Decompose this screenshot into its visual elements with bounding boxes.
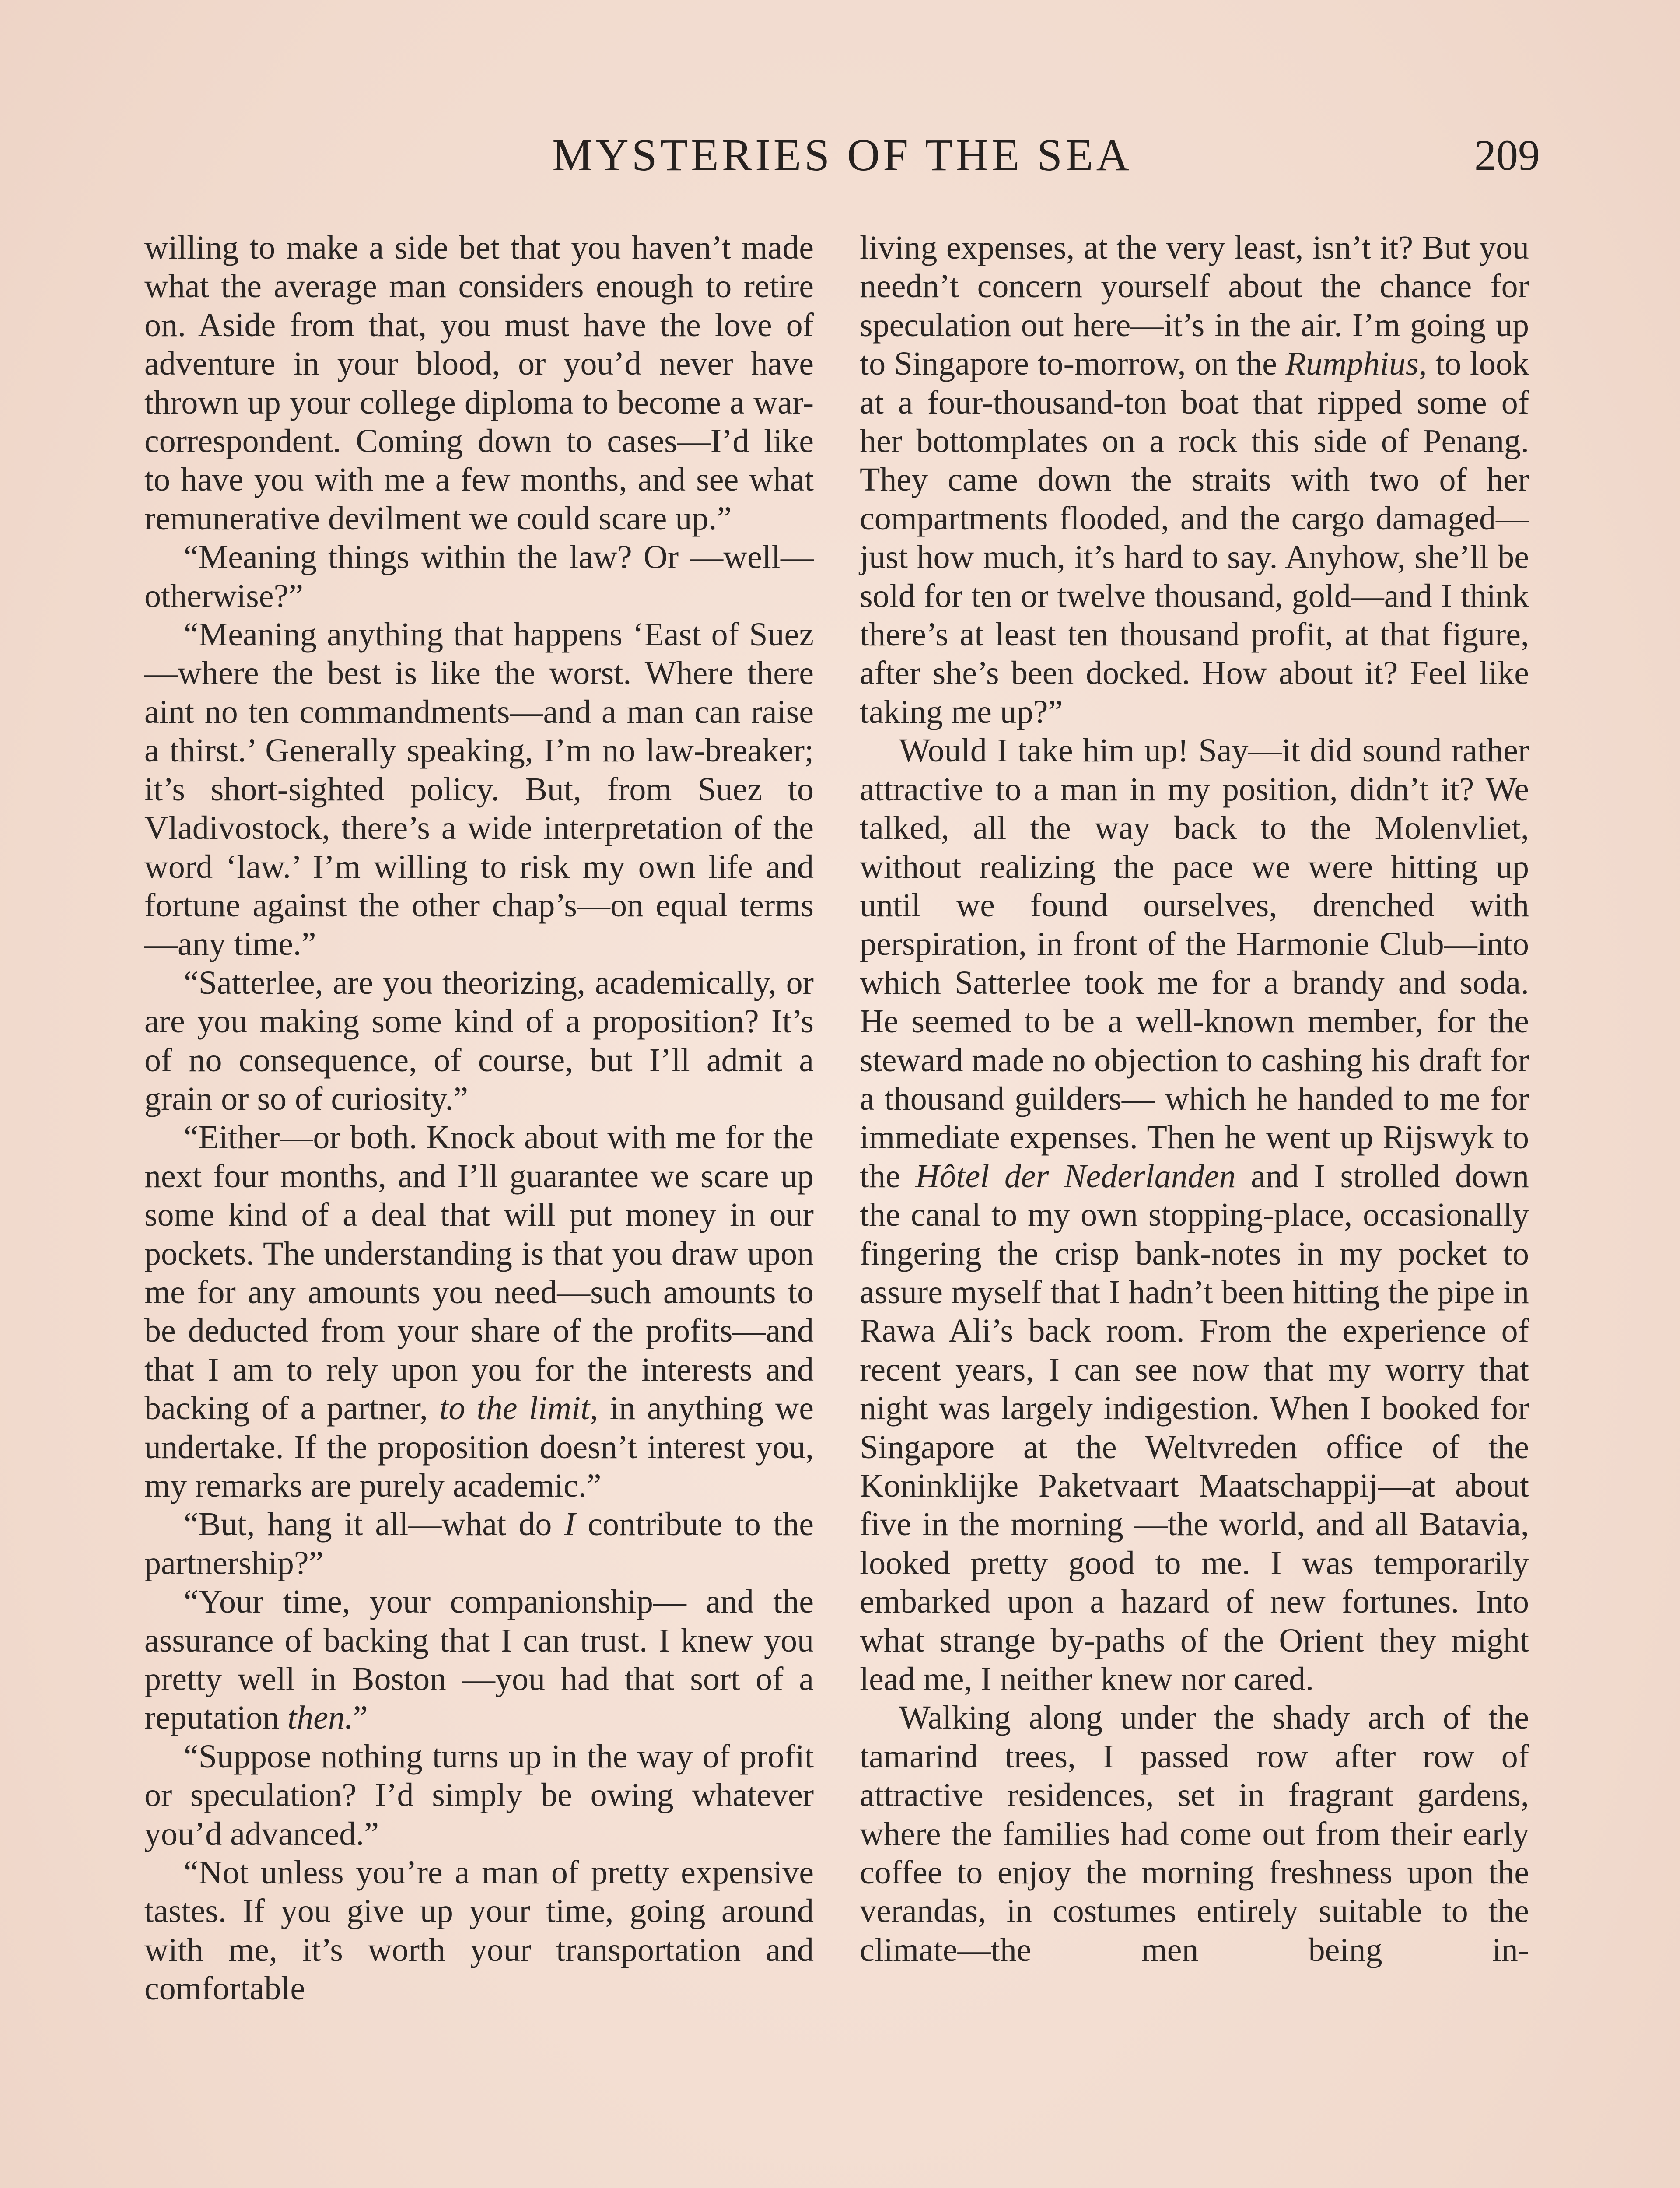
paragraph bbox=[144, 964, 814, 1119]
paragraph bbox=[144, 1505, 814, 1582]
paragraph-text: “Suppose nothing turns up in the way of profit or speculation? I’d simply be owing whatever you’d advanced.” bbox=[144, 1738, 814, 1852]
paragraph bbox=[144, 1853, 814, 2008]
paragraph bbox=[860, 228, 1529, 731]
paragraph bbox=[860, 731, 1529, 1698]
paragraph-text: contribute to the partnership?” bbox=[144, 1506, 814, 1581]
paragraph-text: “Either—or both. Knock about with me for the next four months, and I’ll guarantee we scare up some kind of a deal that will put money in our pockets. The understanding is that you draw upon me for any amounts you need—such amounts to be deducted from your share of the profits—and that I am to rely upon you for the interests and backing of a partner, bbox=[144, 1119, 814, 1427]
left-column bbox=[144, 228, 814, 2008]
paragraph-text: in anything we undertake. If the proposition doesn’t interest you, my remarks are purely academic.” bbox=[144, 1390, 814, 1504]
running-head bbox=[144, 125, 1540, 186]
paragraph-text: living expenses, at the very least, isn’t it? But you needn’t concern yourself about the chance for speculation out here—it’s in the air. I’m going up to Singapore to-morrow, on the bbox=[860, 229, 1529, 382]
italic-text: Hôtel der Nederlanden bbox=[915, 1157, 1236, 1195]
paragraph-text: “Satterlee, are you theorizing, academically, or are you making some kind of a proposition? It’s of no consequence, of course, but I’ll admit a grain or so of curiosity.” bbox=[144, 964, 814, 1117]
paragraph-text: Walking along under the shady arch of the tamarind trees, I passed row after row of attractive residences, set in fragrant gardens, where the families had come out from their early coffee to enjoy the morning freshness upon the verandas, in costumes entirely suitable to the climate—the men being in- bbox=[860, 1699, 1529, 1968]
paragraph bbox=[860, 1698, 1529, 1969]
page-number: 209 bbox=[1474, 131, 1540, 179]
running-title: MYSTERIES OF THE SEA bbox=[552, 130, 1132, 180]
paragraph bbox=[144, 1118, 814, 1505]
paragraph-text: “Meaning things within the law? Or —well—otherwise?” bbox=[144, 539, 814, 614]
paragraph-text: ” bbox=[353, 1699, 368, 1736]
paragraph-text: and I strolled down the canal to my own stopping-place, occasionally fingering the crisp bank-notes in my pocket to assure myself that I hadn’t been hitting the pipe in Rawa Ali’s back room. From the experience of recent years, I can see now that my worry that night was largely indigestion. When I booked for Singapore at the Weltvreden office of the Koninklijke Paketvaart Maatschappij—at about five in the morning —the world, and all Batavia, looked pretty good to me. I was temporarily embarked upon a hazard of new fortunes. Into what strange by-paths of the Orient they might lead me, I neither knew nor cared. bbox=[860, 1157, 1529, 1698]
paragraph-text: “Your time, your companionship— and the assurance of backing that I can trust. I knew you pretty well in Boston —you had that sort of a reputation bbox=[144, 1583, 814, 1736]
paragraph bbox=[144, 1582, 814, 1737]
paragraph-text: “Meaning anything that happens ‘East of Suez—where the best is like the worst. Where there aint no ten commandments—and a man can raise a thirst.’ Generally speaking, I’m no law-breaker; it’s short-sighted policy. But, from Suez to Vladivostock, there’s a wide interpretation of the word ‘law.’ I’m willing to risk my own life and fortune against the other chap’s—on equal terms—any time.” bbox=[144, 616, 814, 963]
paragraph bbox=[144, 1737, 814, 1853]
right-column bbox=[860, 228, 1529, 1969]
paragraph bbox=[144, 615, 814, 964]
paragraph-text: Would I take him up! Say—it did sound rather attractive to a man in my position, didn’t it? We talked, all the way back to the Molenvliet, without realizing the pace we were hitting up until we found ourselves, drenched with perspiration, in front of the Harmonie Club—into which Satterlee took me for a brandy and soda. He seemed to be a well-known member, for the steward made no objection to cashing his draft for a thousand guilders— which he handed to me for immediate expenses. Then he went up Rijswyk to the bbox=[860, 732, 1529, 1195]
italic-text: to the limit, bbox=[439, 1390, 598, 1427]
italic-text: I bbox=[564, 1506, 576, 1543]
paragraph bbox=[144, 228, 814, 538]
paragraph-text: willing to make a side bet that you haven’t made what the average man considers enough to retire on. Aside from that, you must have the love of adventure in your blood, or you’d never have thrown up your college diploma to become a war-correspondent. Coming down to cases—I’d like to have you with me a few months, and see what remunerative devilment we could scare up.” bbox=[144, 229, 814, 537]
paragraph bbox=[144, 538, 814, 615]
paragraph-text: to look at a four-thousand-ton boat that ripped some of her bottomplates on a rock this side of Penang. They came down the straits with two of her compartments flooded, and the cargo damaged—just how much, it’s hard to say. Anyhow, she’ll be sold for ten or twelve thousand, gold—and I think there’s at least ten thousand profit, at that figure, after she’s been docked. How about it? Feel like taking me up?” bbox=[860, 345, 1529, 730]
paragraph-text: “But, hang it all—what do bbox=[184, 1506, 564, 1543]
paragraph-text: “Not unless you’re a man of pretty expensive tastes. If you give up your time, going around with me, it’s worth your transportation and comfortable bbox=[144, 1854, 814, 2007]
italic-text: Rumphius, bbox=[1285, 345, 1427, 382]
italic-text: then. bbox=[287, 1699, 353, 1736]
